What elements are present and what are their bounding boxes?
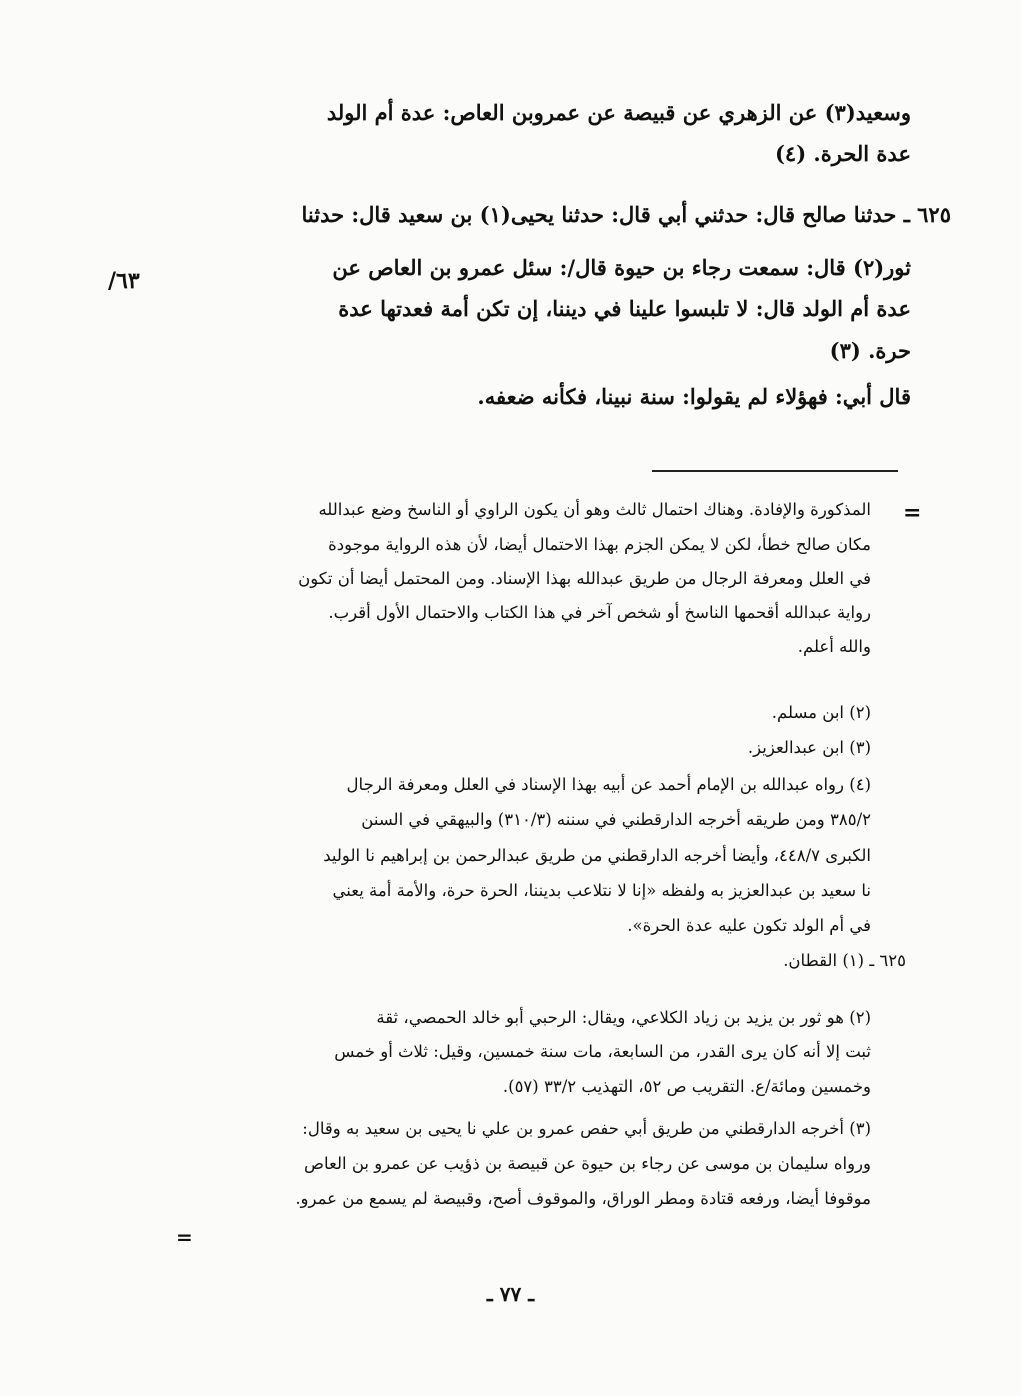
footnote-line: (٢) ابن مسلم.: [771, 703, 871, 722]
footnotes: [180, 0, 906, 1260]
footnote-line: ٦٢٥ ـ (١) القطان.: [783, 951, 906, 970]
main-line: وسعيد(٣) عن الزهري عن قبيصة عن عمروبن العاص: عدة أم الولد: [326, 100, 911, 125]
main-line: حرة. (٣): [829, 338, 911, 363]
footnote-line: ثبت إلا أنه كان يرى القدر، من السابعة، مات سنة خمسين، وقيل: ثلاث أو خمس: [334, 1042, 871, 1061]
footnote-line: (٤) رواه عبدالله بن الإمام أحمد عن أبيه بهذا الإسناد في العلل ومعرفة الرجال: [346, 775, 871, 794]
footnote-line: نا سعيد بن عبدالعزيز به ولفظه «إنا لا نتلاعب بديننا، الحرة حرة، والأمة أمة يعني: [332, 881, 871, 900]
footnote-line: (٣) ابن عبدالعزيز.: [747, 738, 871, 757]
footnote-line: (٣) أخرجه الدارقطني من طريق أبي حفص عمرو بن علي نا يحيى بن سعيد به وقال:: [302, 1119, 871, 1138]
footnote-line: في أم الولد تكون عليه عدة الحرة».: [627, 916, 871, 935]
footnote-line: المذكورة والإفادة. وهناك احتمال ثالث وهو أن يكون الراوي أو الناسخ وضع عبدالله: [318, 500, 871, 519]
main-line: قال أبي: فهؤلاء لم يقولوا: سنة نبينا، فكأنه ضعفه.: [477, 384, 911, 409]
footnote-line: ٣٨٥/٢ ومن طريقه أخرجه الدارقطني في سننه (٣١٠/٣) والبيهقي في السنن: [361, 810, 871, 829]
footnote-line: وخمسين ومائة/ع. التقريب ص ٥٢، التهذيب ٣٣/٢ (٥٧).: [502, 1077, 871, 1096]
main-line: عدة أم الولد قال: لا تلبسوا علينا في ديننا، إن تكن أمة فعدتها عدة: [338, 296, 911, 321]
page-number: ـ ٧٧ ـ: [486, 1282, 535, 1306]
main-line: ثور(٢) قال: سمعت رجاء بن حيوة قال/: سئل عمرو بن العاص عن: [332, 255, 911, 280]
end-mark: =: [176, 1225, 193, 1249]
main-line: عدة الحرة. (٤): [774, 141, 911, 166]
footnote-line: موقوفا أيضا، ورفعه قتادة ومطر الوراق، والموقوف أصح، وقبيصة لم يسمع من عمرو.: [295, 1189, 871, 1208]
footnote-line: مكان صالح خطأ، لكن لا يمكن الجزم بهذا الاحتمال أيضا، لأن هذه الرواية موجودة: [328, 535, 871, 554]
footnote-line: رواية عبدالله أقحمها الناسخ أو شخص آخر في هذا الكتاب والاحتمال الأول أقرب.: [328, 603, 871, 622]
footnote-line: ورواه سليمان بن موسى عن رجاء بن حيوة عن قبيصة بن ذؤيب عن عمرو بن العاص: [304, 1154, 871, 1173]
footnote-line: (٢) هو ثور بن يزيد بن زياد الكلاعي، ويقال: الرحبي أبو خالد الحمصي، ثقة: [376, 1008, 871, 1027]
margin-page-reference: /٦٣: [108, 268, 140, 294]
footnote-line: الكبرى ٤٤٨/٧، وأيضا أخرجه الدارقطني من طريق عبدالرحمن بن إبراهيم نا الوليد: [323, 846, 871, 865]
footnote-line: والله أعلم.: [797, 637, 871, 656]
hadith-number-line: ٦٢٥ ـ حدثنا صالح قال: حدثني أبي قال: حدثنا يحيى(١) بن سعيد قال: حدثنا: [301, 202, 951, 227]
footnote-line: في العلل ومعرفة الرجال من طريق عبدالله بهذا الإسناد. ومن المحتمل أيضا أن تكون: [298, 569, 871, 588]
continuation-mark: =: [903, 500, 922, 526]
